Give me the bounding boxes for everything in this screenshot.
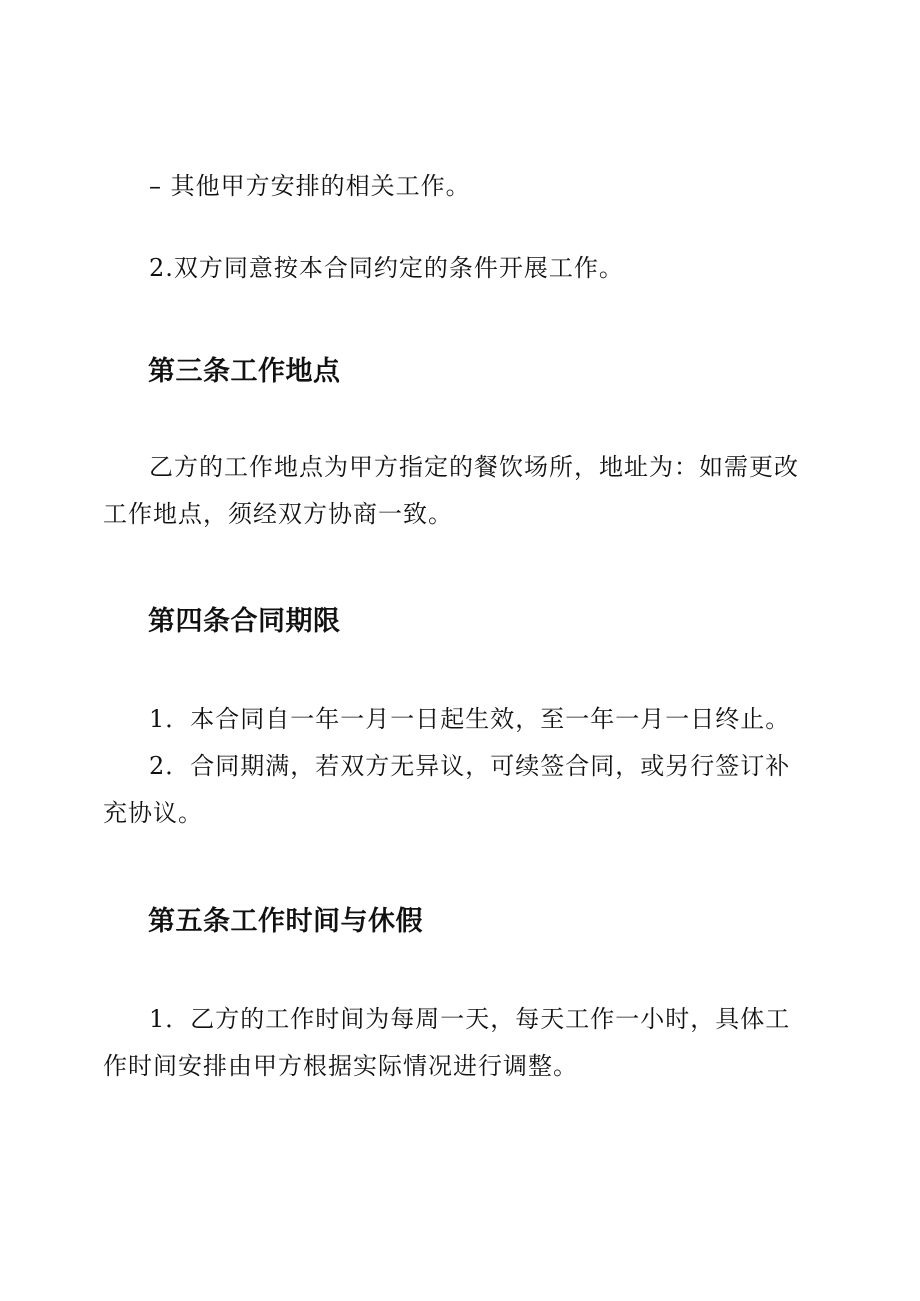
paragraph-contract-renewal: 2．合同期满，若双方无异议，可续签合同，或另行签订补充协议。	[103, 752, 791, 827]
section-heading-work-hours: 第五条工作时间与休假	[148, 906, 423, 937]
paragraph-contract-effective: 1．本合同自一年一月一日起生效，至一年一月一日终止。	[149, 705, 791, 733]
paragraph-other-duties: – 其他甲方安排的相关工作。	[149, 172, 471, 200]
paragraph-work-location: 乙方的工作地点为甲方指定的餐饮场所，地址为：如需更改工作地点，须经双方协商一致。	[103, 453, 799, 528]
section-heading-contract-term: 第四条合同期限	[148, 606, 341, 637]
section-heading-work-location: 第三条工作地点	[148, 356, 341, 387]
paragraph-work-hours: 1．乙方的工作时间为每周一天，每天工作一小时，具体工作时间安排由甲方根据实际情况进行调整。	[103, 1005, 791, 1080]
paragraph-agreement-conditions: 2.双方同意按本合同约定的条件开展工作。	[149, 254, 624, 282]
